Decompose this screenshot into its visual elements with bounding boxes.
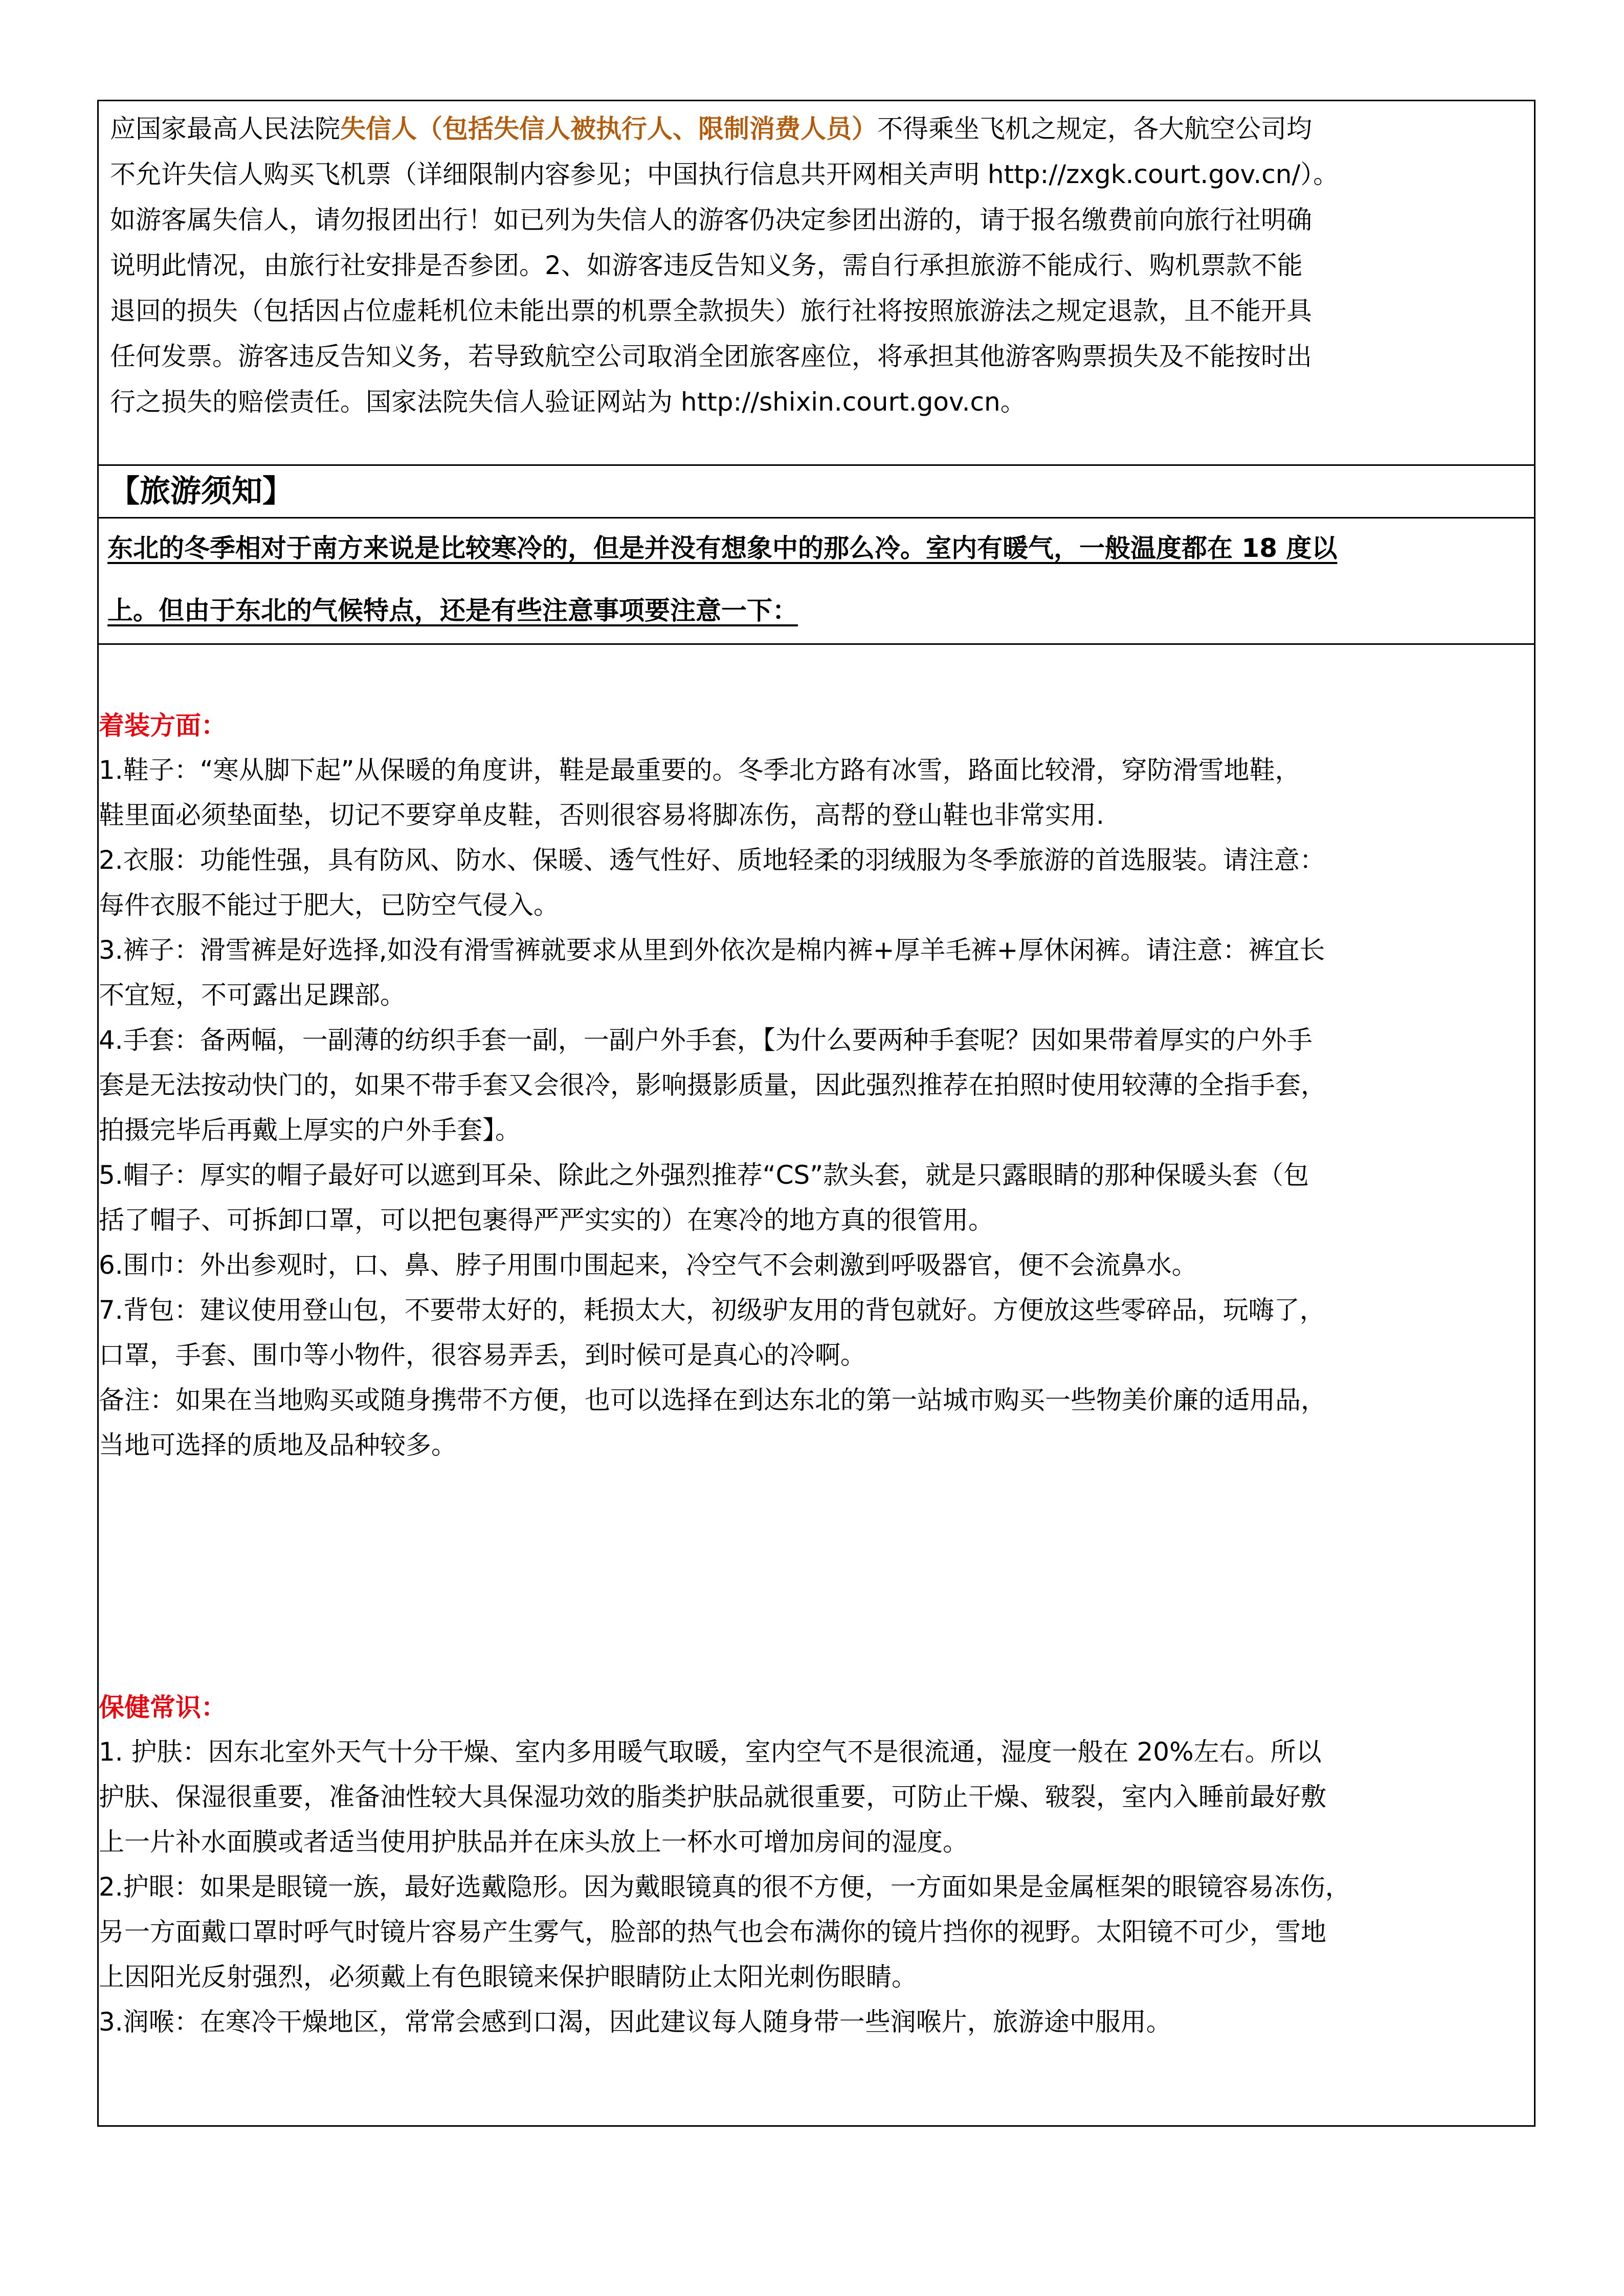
clothing-line: 不宜短，不可露出足踝部。	[99, 980, 406, 1010]
clothing-line: 括了帽子、可拆卸口罩，可以把包裹得严严实实的）在寒冷的地方真的很管用。	[99, 1205, 994, 1235]
health-line: 2.护眼：如果是眼镜一族，最好选戴隐形。因为戴眼镜真的很不方便，一方面如果是金属框架的眼镜容易冻伤，	[99, 1872, 1351, 1902]
clothing-line: 1.鞋子：“寒从脚下起”从保暖的角度讲，鞋是最重要的。冬季北方路有冰雪，路面比较滑，穿防滑雪地鞋，	[99, 755, 1301, 785]
clothing-line: 3.裤子：滑雪裤是好选择,如没有滑雪裤就要求从里到外依次是棉内裤+厚羊毛裤+厚休闲裤。请注意：裤宜长	[99, 935, 1325, 965]
clothing-line: 每件衣服不能过于肥大，已防空气侵入。	[99, 890, 559, 920]
section-title: 【旅游须知】	[109, 474, 293, 509]
notice-line: 退回的损失（包括因占位虚耗机位未能出票的机票全款损失）旅行社将按照旅游法之规定退款，且不能开具	[110, 296, 1312, 326]
notice-line: 说明此情况，由旅行社安排是否参团。2、如游客违反告知义务，需自行承担旅游不能成行、购机票款不能	[110, 251, 1303, 280]
notice-line: 任何发票。游客违反告知义务，若导致航空公司取消全团旅客座位，将承担其他游客购票损失及不能按时出	[110, 342, 1312, 371]
clothing-line: 拍摄完毕后再戴上厚实的户外手套】。	[99, 1115, 521, 1145]
clothing-line: 口罩，手套、围巾等小物件，很容易弄丢，到时候可是真心的冷啊。	[99, 1340, 866, 1370]
intro-line: 上。但由于东北的气候特点，还是有些注意事项要注意一下：	[107, 596, 798, 625]
clothing-section	[99, 704, 1326, 1468]
health-line: 上因阳光反射强烈，必须戴上有色眼镜来保护眼睛防止太阳光刺伤眼睛。	[99, 1962, 917, 1992]
intro-cell	[97, 517, 1536, 645]
health-line: 上一片补水面膜或者适当使用护肤品并在床头放上一杯水可增加房间的湿度。	[99, 1827, 968, 1857]
clothing-line: 当地可选择的质地及品种较多。	[99, 1430, 457, 1460]
health-line: 护肤、保湿很重要，准备油性较大具保湿功效的脂类护肤品就很重要，可防止干燥、皲裂，室内入睡前最好敷	[99, 1782, 1326, 1812]
clothing-line: 套是无法按动快门的，如果不带手套又会很冷，影响摄影质量，因此强烈推荐在拍照时使用较薄的全指手套，	[99, 1070, 1326, 1100]
intro-line: 东北的冬季相对于南方来说是比较寒冷的，但是并没有想象中的那么冷。室内有暖气，一般温度都在 18 度以	[107, 533, 1338, 563]
health-line: 1. 护肤：因东北室外天气十分干燥、室内多用暖气取暖，室内空气不是很流通，湿度一般在 20%左右。所以	[99, 1737, 1322, 1767]
clothing-line: 鞋里面必须垫面垫，切记不要穿单皮鞋，否则很容易将脚冻伤，高帮的登山鞋也非常实用.	[99, 800, 1104, 830]
travel-tips-box	[97, 466, 1536, 2127]
notice-line: 行之损失的赔偿责任。国家法院失信人验证网站为 http://shixin.court.gov.cn。	[110, 387, 1026, 417]
clothing-line: 7.背包：建议使用登山包，不要带太好的，耗损太大，初级驴友用的背包就好。方便放这些零碎品，玩嗨了，	[99, 1295, 1325, 1325]
notice-line: 不允许失信人购买飞机票（详细限制内容参见；中国执行信息共开网相关声明 http://zxgk.court.gov.cn/）。	[110, 160, 1339, 189]
airline-notice-box	[97, 100, 1536, 466]
health-heading: 保健常识：	[99, 1693, 227, 1722]
notice-line: 如游客属失信人，请勿报团出行！如已列为失信人的游客仍决定参团出游的，请于报名缴费前向旅行社明确	[110, 205, 1312, 235]
health-line: 3.润喉：在寒冷干燥地区，常常会感到口渴，因此建议每人随身带一些润喉片，旅游途中服用。	[99, 2007, 1172, 2037]
clothing-line: 备注：如果在当地购买或随身携带不方便，也可以选择在到达东北的第一站城市购买一些物美价廉的适用品，	[99, 1385, 1326, 1415]
clothing-line: 5.帽子：厚实的帽子最好可以遮到耳朵、除此之外强烈推荐“CS”款头套，就是只露眼睛的那种保暖头套（包	[99, 1160, 1309, 1190]
clothing-heading: 着装方面：	[99, 711, 227, 740]
notice-line: 应国家最高人民法院失信人（包括失信人被执行人、限制消费人员）不得乘坐飞机之规定，各大航空公司均	[110, 114, 1312, 144]
health-line: 另一方面戴口罩时呼气时镜片容易产生雾气，脸部的热气也会布满你的镜片挡你的视野。太阳镜不可少，雪地	[99, 1917, 1326, 1947]
clothing-line: 4.手套：备两幅，一副薄的纺织手套一副，一副户外手套，【为什么要两种手套呢？因如果带着厚实的户外手	[99, 1025, 1312, 1055]
clothing-line: 6.围巾：外出参观时，口、鼻、脖子用围巾围起来，冷空气不会刺激到呼吸器官，便不会流鼻水。	[99, 1250, 1197, 1280]
clothing-line: 2.衣服：功能性强，具有防风、防水、保暖、透气性好、质地轻柔的羽绒服为冬季旅游的首选服装。请注意：	[99, 845, 1325, 875]
health-section	[99, 1685, 1351, 2044]
notice-highlight: 失信人（包括失信人被执行人、限制消费人员）	[340, 114, 877, 144]
